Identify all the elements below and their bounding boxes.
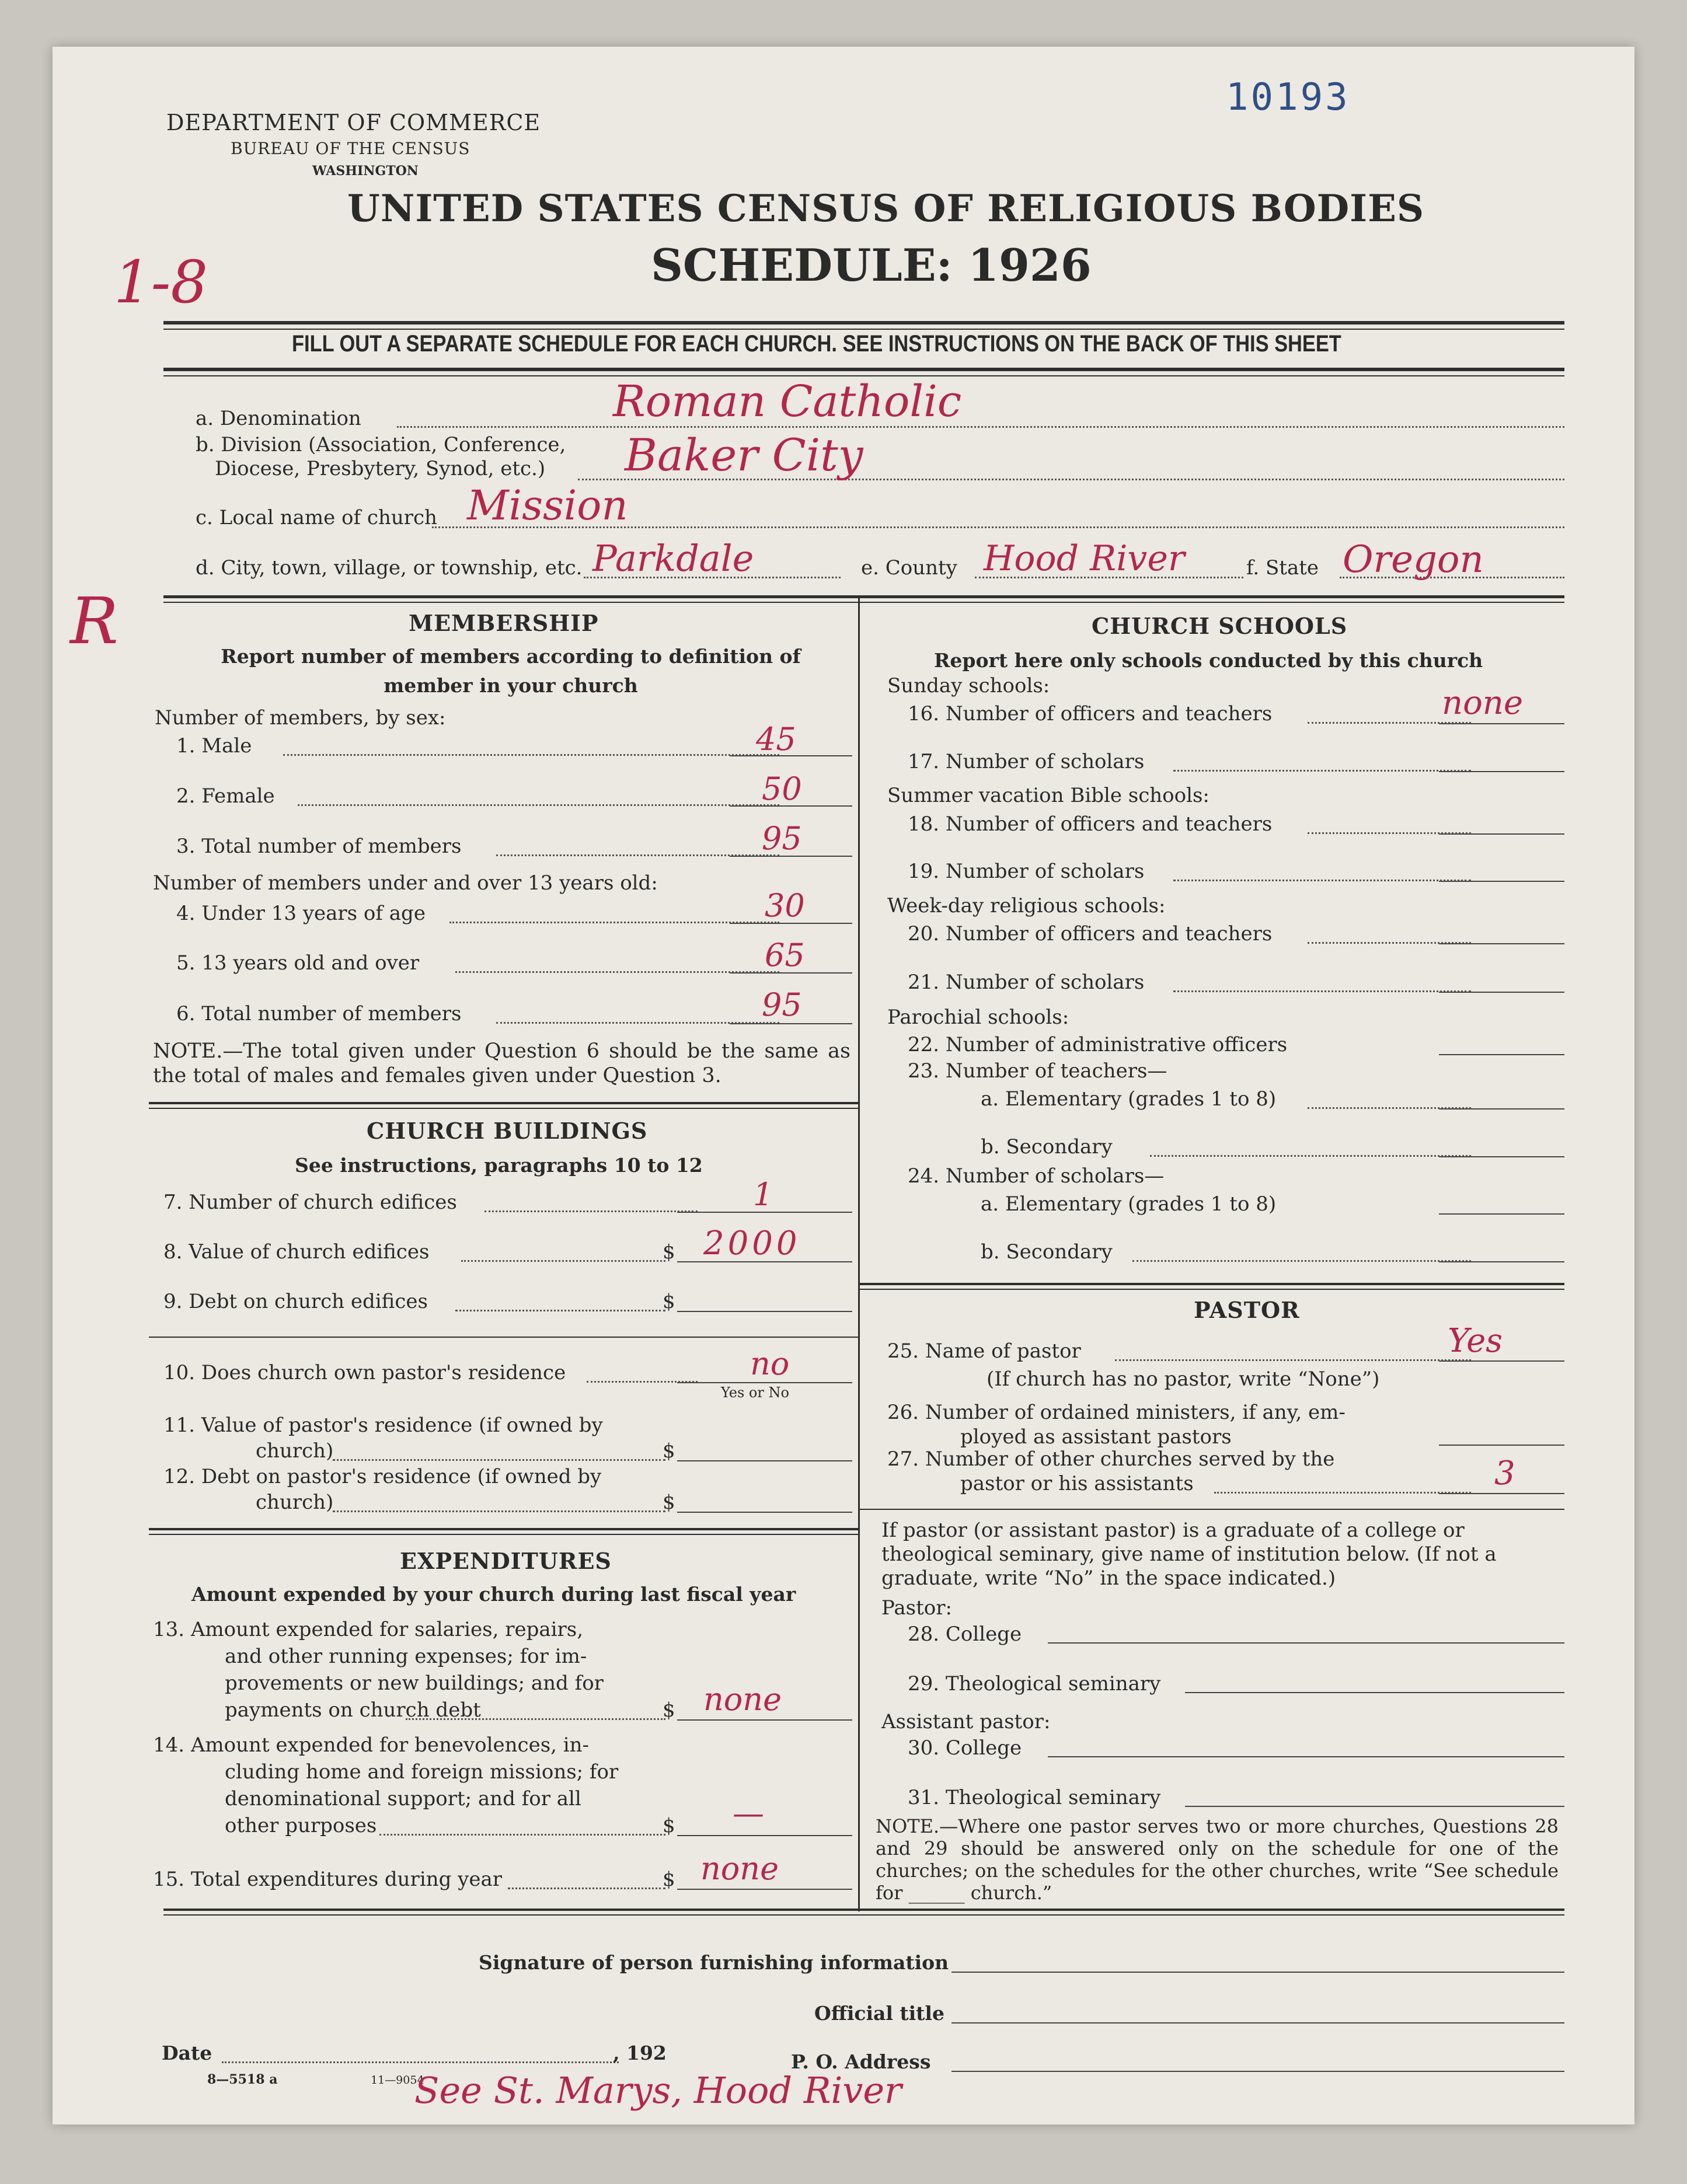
members-row-6-label: 6. Total number of members	[176, 1002, 462, 1025]
buildings-row-8-dollar: $	[663, 1240, 675, 1264]
schools-row-16-label: 16. Number of officers and teachers	[908, 702, 1273, 725]
buildings-row-11-label-line2: church)	[256, 1439, 334, 1463]
schools-row-21-label: 21. Number of scholars	[908, 971, 1145, 994]
members-row-3-label: 3. Total number of members	[176, 835, 462, 858]
expenditures-heading: EXPENDITURES	[400, 1548, 612, 1574]
members-row-3-value[interactable]: 95	[762, 820, 802, 857]
exp-row-13-dollar: $	[663, 1698, 675, 1722]
parochial-schools-label: Parochial schools:	[887, 1006, 1069, 1029]
buildings-row-7-value[interactable]: 1	[753, 1176, 773, 1213]
schools-row-24a-label: a. Elementary (grades 1 to 8)	[981, 1192, 1277, 1216]
pastor-row-26-line1: 26. Number of ordained ministers, if any, em-	[887, 1401, 1346, 1424]
exp-row-13-value[interactable]: none	[703, 1681, 782, 1718]
exp-row-14-line2: cluding home and foreign missions; for	[225, 1760, 619, 1784]
members-row-5-label: 5. 13 years old and over	[176, 951, 420, 975]
exp-row-15-label: 15. Total expenditures during year	[153, 1868, 503, 1891]
schools-heading: CHURCH SCHOOLS	[1092, 613, 1348, 639]
exp-row-15-dollar: $	[663, 1868, 675, 1891]
schools-row-24-label: 24. Number of scholars—	[908, 1164, 1165, 1188]
pastor-row-27-value[interactable]: 3	[1494, 1454, 1515, 1492]
schools-row-22-label: 22. Number of administrative officers	[908, 1033, 1288, 1056]
pastor-row-28-label: 28. College	[908, 1623, 1022, 1646]
pastor-row-27-line1: 27. Number of other churches served by the	[887, 1447, 1335, 1471]
exp-row-14-dollar: $	[663, 1814, 675, 1837]
exp-row-13-line3: provements or new buildings; and for	[225, 1672, 604, 1695]
buildings-row-9-dollar: $	[663, 1290, 675, 1313]
margin-note-side: R	[70, 584, 118, 658]
exp-row-13-line1: 13. Amount expended for salaries, repairs,	[153, 1618, 584, 1641]
buildings-heading: CHURCH BUILDINGS	[367, 1118, 648, 1144]
members-row-2-value[interactable]: 50	[762, 770, 802, 807]
page-title: UNITED STATES CENSUS OF RELIGIOUS BODIES	[347, 187, 1425, 231]
members-by-age-label: Number of members under and over 13 years old:	[153, 871, 658, 895]
pastor-row-30-label: 30. College	[908, 1736, 1022, 1760]
pastor-row-25-label: 25. Name of pastor	[887, 1339, 1081, 1363]
summer-schools-label: Summer vacation Bible schools:	[887, 784, 1210, 807]
schools-row-18-label: 18. Number of officers and teachers	[908, 812, 1273, 836]
form-code-2: 11—9054	[371, 2074, 424, 2087]
pastor-heading: PASTOR	[1194, 1297, 1300, 1323]
graduate-instructions: If pastor (or assistant pastor) is a graduate of a college or theological seminary, give name of institution below. (If not a graduate, write “No” in the space indicated.)	[881, 1519, 1497, 1590]
bureau-line: BUREAU OF THE CENSUS	[231, 139, 470, 158]
buildings-row-12-label-line1: 12. Debt on pastor's residence (if owned by	[163, 1465, 602, 1488]
buildings-row-9-label: 9. Debt on church edifices	[163, 1290, 428, 1313]
exp-row-14-line4: other purposes	[225, 1814, 377, 1837]
sunday-schools-label: Sunday schools:	[887, 674, 1050, 697]
pastor-subheading: Pastor:	[881, 1596, 952, 1620]
members-row-1-value[interactable]: 45	[756, 721, 796, 758]
schools-row-16-value[interactable]: none	[1442, 684, 1523, 722]
members-row-1-label: 1. Male	[176, 734, 252, 758]
schools-row-19-label: 19. Number of scholars	[908, 860, 1145, 883]
pastor-row-26-line2: ployed as assistant pastors	[960, 1425, 1232, 1449]
exp-row-15-value[interactable]: none	[700, 1850, 779, 1887]
county-label: e. County	[861, 556, 957, 580]
exp-row-13-line4: payments on church debt	[225, 1698, 481, 1722]
schools-row-17-label: 17. Number of scholars	[908, 750, 1145, 773]
schools-row-23a-label: a. Elementary (grades 1 to 8)	[981, 1087, 1277, 1111]
state-label: f. State	[1246, 556, 1319, 580]
page-subtitle: SCHEDULE: 1926	[651, 239, 1092, 291]
buildings-row-7-label: 7. Number of church edifices	[163, 1191, 457, 1214]
denomination-label: a. Denomination	[196, 407, 361, 430]
buildings-row-11-dollar: $	[663, 1439, 675, 1463]
city-value[interactable]: Parkdale	[592, 537, 754, 580]
state-value[interactable]: Oregon	[1343, 538, 1484, 581]
members-row-4-label: 4. Under 13 years of age	[176, 902, 426, 925]
assistant-subheading: Assistant pastor:	[881, 1710, 1051, 1733]
buildings-row-12-label-line2: church)	[256, 1491, 334, 1514]
official-title-label: Official title	[814, 2002, 944, 2025]
denomination-value[interactable]: Roman Catholic	[613, 376, 962, 427]
exp-row-13-line2: and other running expenses; for im-	[225, 1645, 587, 1668]
local-name-value[interactable]: Mission	[467, 482, 628, 529]
city-label: d. City, town, village, or township, etc.	[196, 556, 583, 580]
pastor-row-25-value[interactable]: Yes	[1448, 1322, 1503, 1360]
census-schedule-sheet	[53, 47, 1634, 2124]
schools-intro: Report here only schools conducted by this church	[934, 649, 1483, 672]
pastor-row-27-line2: pastor or his assistants	[960, 1472, 1194, 1495]
division-value[interactable]: Baker City	[625, 429, 863, 481]
pastor-note: NOTE.—Where one pastor serves two or more churches, Questions 28 and 29 should be answered only on the schedule for one of the churches; on the schedules for the other churches, write “See schedule for ______ church.”	[876, 1815, 1559, 1904]
buildings-row-10-value[interactable]: no	[750, 1345, 790, 1382]
city-line: WASHINGTON	[312, 163, 419, 179]
department-line: DEPARTMENT OF COMMERCE	[166, 110, 541, 135]
pastor-row-25-note: (If church has no pastor, write “None”)	[987, 1367, 1380, 1391]
year-suffix: , 192	[613, 2042, 667, 2064]
members-row-6-value[interactable]: 95	[762, 986, 802, 1023]
buildings-row-8-label: 8. Value of church edifices	[163, 1240, 430, 1264]
instruction-banner: FILL OUT A SEPARATE SCHEDULE FOR EACH CHURCH. SEE INSTRUCTIONS ON THE BACK OF THIS SHEET	[292, 331, 1341, 357]
county-value[interactable]: Hood River	[984, 538, 1185, 579]
expenditures-intro: Amount expended by your church during last fiscal year	[191, 1583, 796, 1606]
members-row-5-value[interactable]: 65	[765, 937, 805, 974]
buildings-intro: See instructions, paragraphs 10 to 12	[295, 1154, 703, 1177]
members-row-4-value[interactable]: 30	[765, 887, 805, 924]
division-label-line1: b. Division (Association, Conference,	[196, 433, 566, 456]
membership-intro: Report number of members according to definition of member in your church	[221, 645, 801, 697]
schools-row-24b-label: b. Secondary	[981, 1240, 1113, 1264]
exp-row-14-line3: denominational support; and for all	[225, 1787, 581, 1810]
exp-row-14-line1: 14. Amount expended for benevolences, in-	[153, 1733, 590, 1757]
members-row-2-label: 2. Female	[176, 784, 275, 808]
yes-or-no-hint: Yes or No	[721, 1384, 789, 1401]
pastor-row-31-label: 31. Theological seminary	[908, 1786, 1161, 1809]
exp-row-14-value[interactable]: —	[733, 1795, 764, 1831]
schools-row-23b-label: b. Secondary	[981, 1135, 1113, 1159]
buildings-row-8-value[interactable]: 2000	[703, 1224, 801, 1262]
membership-note: NOTE.—The total given under Question 6 should be the same as the total of males and females given under Question 3.	[153, 1039, 851, 1087]
division-label-line2: Diocese, Presbytery, Synod, etc.)	[215, 457, 546, 480]
buildings-row-10-label: 10. Does church own pastor's residence	[163, 1361, 566, 1384]
signature-label: Signature of person furnishing information	[479, 1951, 949, 1974]
buildings-row-12-dollar: $	[663, 1491, 675, 1514]
po-address-label: P. O. Address	[791, 2050, 931, 2073]
membership-heading: MEMBERSHIP	[409, 610, 599, 636]
handwritten-footnote: See St. Marys, Hood River	[414, 2069, 902, 2112]
margin-note-top: 1-8	[114, 248, 208, 316]
weekday-schools-label: Week-day religious schools:	[887, 894, 1166, 917]
members-by-sex-label: Number of members, by sex:	[155, 706, 446, 730]
pastor-row-29-label: 29. Theological seminary	[908, 1672, 1161, 1695]
form-code-1: 8—5518 a	[207, 2072, 278, 2087]
form-number-stamp: 10193	[1226, 76, 1350, 119]
buildings-row-11-label-line1: 11. Value of pastor's residence (if owned by	[163, 1414, 603, 1437]
schools-row-20-label: 20. Number of officers and teachers	[908, 922, 1273, 946]
date-label: Date	[162, 2042, 212, 2064]
schools-row-23-label: 23. Number of teachers—	[908, 1059, 1167, 1083]
local-name-label: c. Local name of church	[196, 506, 437, 529]
